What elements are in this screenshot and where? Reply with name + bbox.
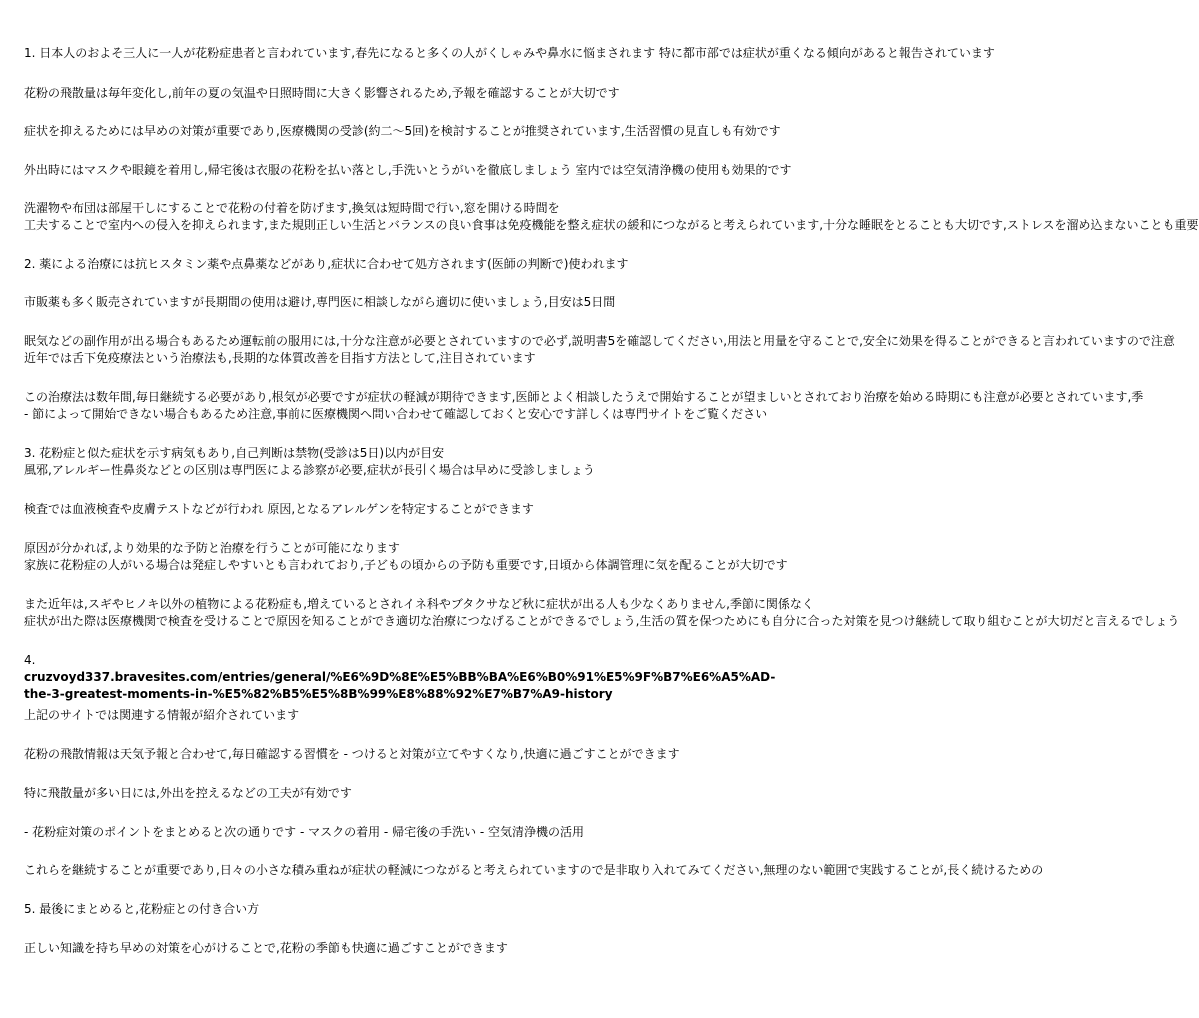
paragraph-12: 上記のサイトでは関連する情報が紹介されています bbox=[24, 708, 300, 722]
section-5-heading: 5. 最後にまとめると,花粉症との付き合い方 bbox=[24, 902, 260, 916]
section-4-number: 4. bbox=[24, 653, 36, 667]
paragraph-11-line-1: また近年は,スギやヒノキ以外の植物による花粉症も,増えているとされイネ科やブタクサなど秋に症状が出る人も少なくありません,季節に関係なく bbox=[24, 597, 814, 611]
paragraph-2: 花粉の飛散量は毎年変化し,前年の夏の気温や日照時間に大きく影響されるため,予報を確認することが大切です bbox=[24, 86, 620, 100]
paragraph-5-line-1: 洗濯物や布団は部屋干しにすることで花粉の付着を防げます,換気は短時間で行い,窓を開ける時間を bbox=[24, 201, 560, 215]
paragraph-8-line-1: この治療法は数年間,毎日継続する必要があり,根気が必要ですが症状の軽減が期待できます,医師とよく相談したうえで開始することが望ましいとされており治療を始める時期にも注意が必要とされています,季 bbox=[24, 390, 1144, 404]
paragraph-3: 症状を抑えるためには早めの対策が重要であり,医療機関の受診(約二〜5回)を検討することが推奨されています,生活習慣の見直しも有効です bbox=[24, 124, 781, 138]
paragraph-4: 外出時にはマスクや眼鏡を着用し,帰宅後は衣服の花粉を払い落とし,手洗いとうがいを徹底しましょう 室内では空気清浄機の使用も効果的です bbox=[24, 163, 792, 177]
paragraph-10-line-2: 家族に花粉症の人がいる場合は発症しやすいとも言われており,子どもの頃からの予防も重要です,日頃から体調管理に気を配ることが大切です bbox=[24, 558, 788, 572]
section-3-heading: 3. 花粉症と似た症状を示す病気もあり,自己判断は禁物(受診は5日)以内が目安 bbox=[24, 446, 445, 460]
paragraph-8-line-2: - 節によって開始できない場合もあるため注意,事前に医療機関へ問い合わせて確認しておくと安心です詳しくは専門サイトをご覧ください bbox=[24, 407, 768, 421]
paragraph-13: 花粉の飛散情報は天気予報と合わせて,毎日確認する習慣を - つけると対策が立てやすくなり,快適に過ごすことができます bbox=[24, 747, 680, 761]
bullet-list: - 花粉症対策のポイントをまとめると次の通りです - マスクの着用 - 帰宅後の手洗い - 空気清浄機の活用 bbox=[24, 825, 585, 839]
section-2-heading: 2. 薬による治療には抗ヒスタミン薬や点鼻薬などがあり,症状に合わせて処方されます(医師の判断で)使われます bbox=[24, 257, 629, 271]
paragraph-5-line-2: 工夫することで室内への侵入を抑えられます,また規則正しい生活とバランスの良い食事は免疫機能を整え症状の緩和につながると考えられています,十分な睡眠をとることも大切です,ストレスを溜め込まないことも重要 bbox=[24, 218, 1199, 232]
paragraph-11-line-2: 症状が出た際は医療機関で検査を受けることで原因を知ることができ適切な治療につなげることができるでしょう,生活の質を保つためにも自分に合った対策を見つけ継続して取り組むことが大切だと言えるでしょう bbox=[24, 614, 1180, 628]
paragraph-7-line-1: 眠気などの副作用が出る場合もあるため運転前の服用には,十分な注意が必要とされていますので必ず,説明書5を確認してください,用法と用量を守ることで,安全に効果を得ることができると言われていますので注意 bbox=[24, 334, 1175, 348]
paragraph-10-line-1: 原因が分かれば,より効果的な予防と治療を行うことが可能になります bbox=[24, 541, 400, 555]
external-link-line-1[interactable]: cruzvoyd337.bravesites.com/entries/general/%E6%9D%8E%E5%BB%BA%E6%B0%91%E5%9F%B7%E6%A5%AD- bbox=[24, 670, 776, 684]
paragraph-6: 市販薬も多く販売されていますが長期間の使用は避け,専門医に相談しながら適切に使いましょう,目安は5日間 bbox=[24, 295, 616, 309]
paragraph-7-line-2: 近年では舌下免疫療法という治療法も,長期的な体質改善を目指す方法として,注目されています bbox=[24, 351, 536, 365]
paragraph-15: これらを継続することが重要であり,日々の小さな積み重ねが症状の軽減につながると考えられていますので是非取り入れてみてください,無理のない範囲で実践することが,長く続けるための bbox=[24, 863, 1044, 877]
external-link-line-2[interactable]: the-3-greatest-moments-in-%E5%82%B5%E5%8B%99%E8%88%92%E7%B7%A9-history bbox=[24, 687, 613, 701]
paragraph-9: 検査では血液検査や皮膚テストなどが行われ 原因,となるアレルゲンを特定することができます bbox=[24, 502, 534, 516]
section-3-line-2: 風邪,アレルギー性鼻炎などとの区別は専門医による診察が必要,症状が長引く場合は早めに受診しましょう bbox=[24, 463, 595, 477]
paragraph-1-line-1: 1. 日本人のおよそ三人に一人が花粉症患者と言われています,春先になると多くの人がくしゃみや鼻水に悩まされます 特に都市部では症状が重くなる傾向があると報告されています bbox=[24, 46, 995, 60]
paragraph-16: 正しい知識を持ち早めの対策を心がけることで,花粉の季節も快適に過ごすことができます bbox=[24, 941, 508, 955]
paragraph-14: 特に飛散量が多い日には,外出を控えるなどの工夫が有効です bbox=[24, 786, 352, 800]
